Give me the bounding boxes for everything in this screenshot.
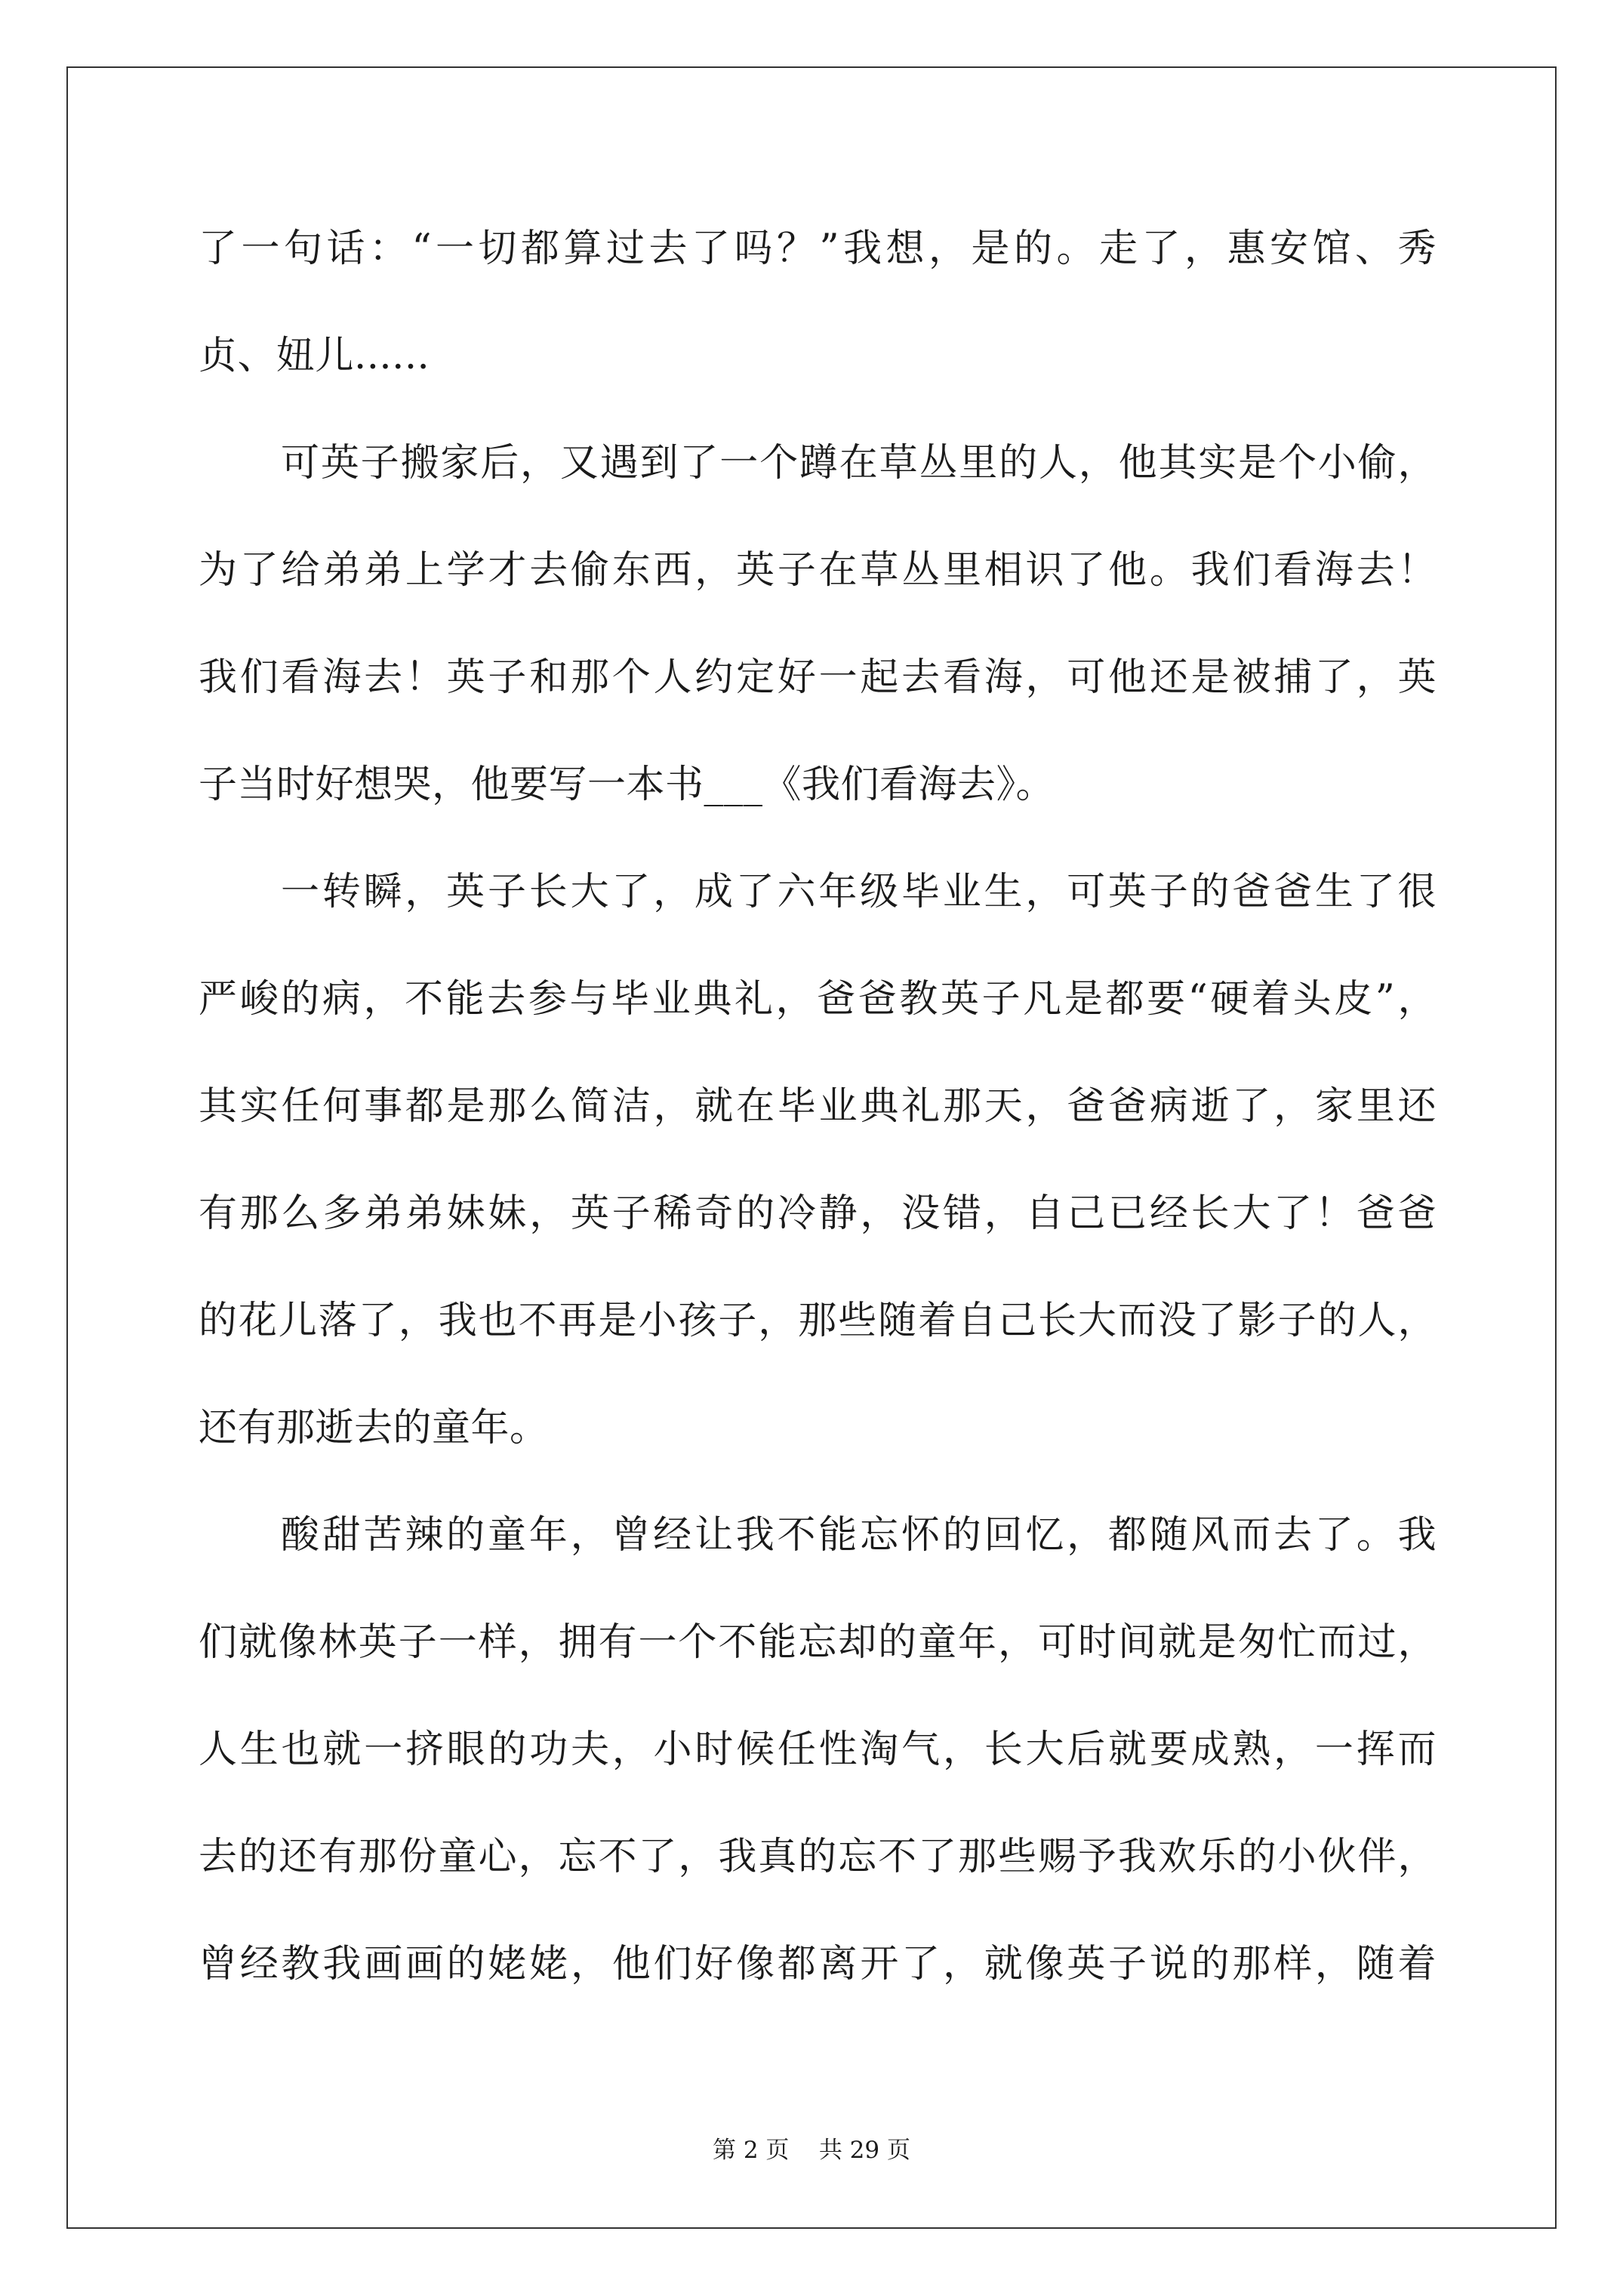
page-number-footer: 第 2 页 共 29 页 — [712, 2137, 910, 2164]
text-line: 人生也就一挤眼的功夫，小时候任性淘气，长大后就要成熟，一挥而 — [199, 1727, 1437, 1772]
paragraph-first-line: 可英子搬家后，又遇到了一个蹲在草丛里的人，他其实是个小偷， — [281, 441, 1437, 485]
text-line: 的花儿落了，我也不再是小孩子，那些随着自己长大而没了影子的人， — [199, 1299, 1437, 1343]
text-line: 其实任何事都是那么简洁，就在毕业典礼那天，爸爸病逝了，家里还 — [199, 1084, 1437, 1129]
text-line: 我们看海去！英子和那个人约定好一起去看海，可他还是被捕了，英 — [199, 655, 1437, 700]
paragraph-first-line: 一转瞬，英子长大了，成了六年级毕业生，可英子的爸爸生了很 — [281, 870, 1437, 914]
text-line: 曾经教我画画的姥姥，他们好像都离开了，就像英子说的那样，随着 — [199, 1942, 1437, 1986]
page-border — [66, 66, 1557, 2229]
text-line: 子当时好想哭，他要写一本书___《我们看海去》。 — [199, 763, 1055, 807]
text-line: 了一句话：“一切都算过去了吗？”我想，是的。走了，惠安馆、秀 — [199, 227, 1437, 271]
text-line: 严峻的病，不能去参与毕业典礼，爸爸教英子凡是都要“硬着头皮”， — [199, 977, 1437, 1022]
text-line: 有那么多弟弟妹妹，英子稀奇的冷静，没错，自己已经长大了！爸爸 — [199, 1191, 1437, 1236]
text-line: 们就像林英子一样，拥有一个不能忘却的童年，可时间就是匆忙而过， — [199, 1620, 1437, 1665]
text-line: 为了给弟弟上学才去偷东西，英子在草丛里相识了他。我们看海去！ — [199, 548, 1437, 593]
paragraph-first-line: 酸甜苦辣的童年，曾经让我不能忘怀的回忆，都随风而去了。我 — [281, 1513, 1437, 1558]
text-line: 贞、妞儿...... — [199, 334, 430, 378]
text-line: 还有那逝去的童年。 — [199, 1406, 549, 1450]
text-line: 去的还有那份童心，忘不了，我真的忘不了那些赐予我欢乐的小伙伴， — [199, 1835, 1437, 1879]
